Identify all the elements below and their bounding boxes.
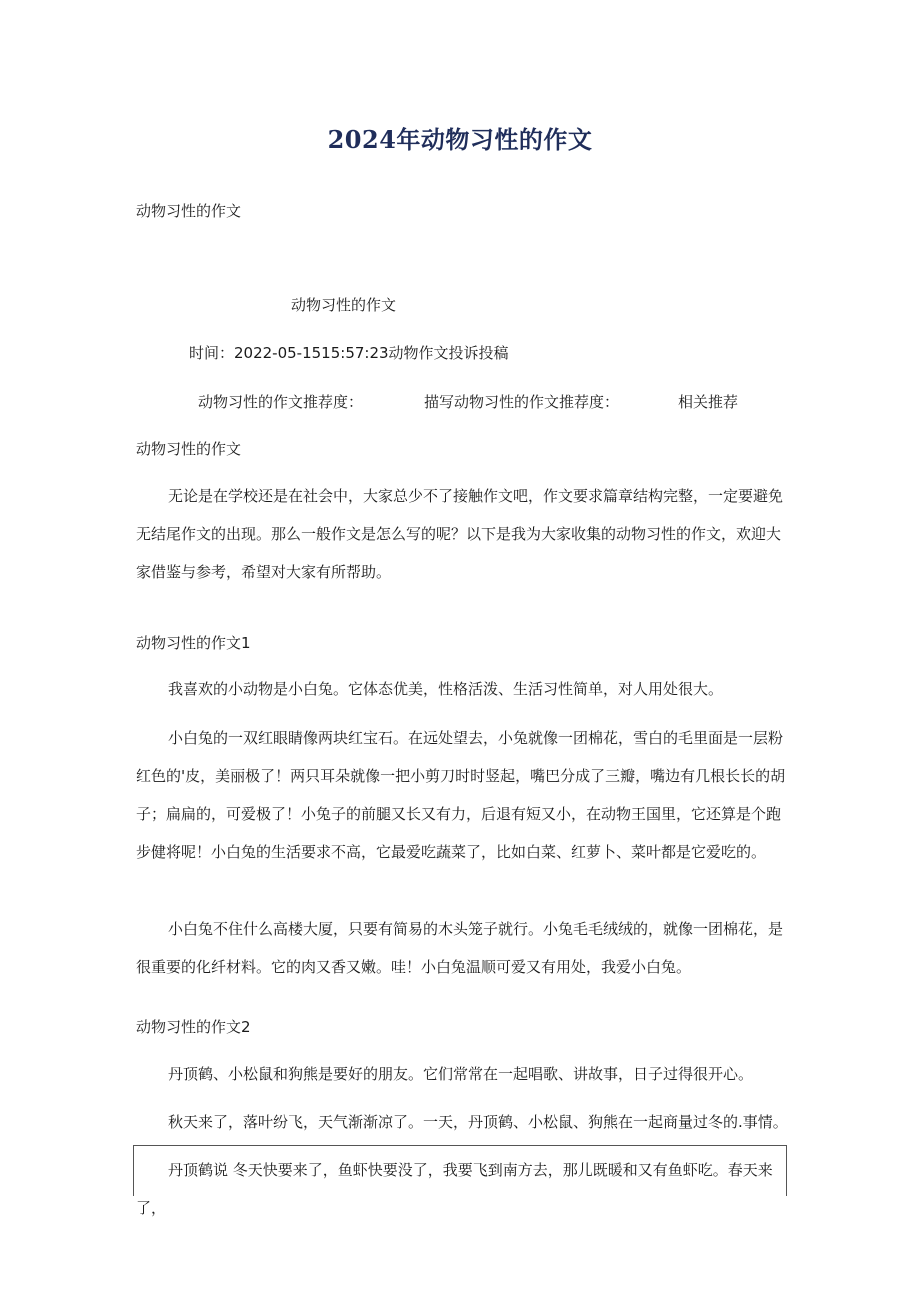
recommend-2: 描写动物习性的作文推荐度： (424, 393, 620, 411)
section-heading: 动物习性的作文 (136, 440, 242, 458)
meta-line: 时间：2022-05-1515:57:23动物作文投诉投稿 (189, 344, 509, 362)
essay-1-heading: 动物习性的作文1 (136, 634, 251, 652)
document-title: 2024年动物习性的作文 (327, 125, 593, 154)
essay-2-heading: 动物习性的作文2 (136, 1018, 251, 1036)
essay-2-paragraph-2: 秋天来了，落叶纷飞，天气渐渐凉了。一天，丹顶鹤、小松鼠、狗熊在一起商量过冬的.事情。 (168, 1113, 788, 1131)
essay-1-paragraph-1: 我喜欢的小动物是小白兔。它体态优美，性格活泼、生活习性简单，对人用处很大。 (168, 680, 724, 698)
essay-1-paragraph-3: 小白兔不住什么高楼大厦，只要有简易的木头笼子就行。小兔毛毛绒绒的，就像一团棉花，是很重要的化纤材料。它的肉又香又嫩。哇！小白兔温顺可爱又有用处，我爱小白兔。 (136, 920, 784, 976)
related-link[interactable]: 相关推荐 (678, 393, 739, 411)
subtitle: 动物习性的作文 (136, 202, 242, 220)
inner-title: 动物习性的作文 (291, 296, 397, 314)
intro-paragraph: 无论是在学校还是在社会中，大家总少不了接触作文吧，作文要求篇章结构完整，一定要避免无结尾作文的出现。那么一般作文是怎么写的呢？以下是我为大家收集的动物习性的作文，欢迎大家借鉴与参考，希望对大家有所帮助。 (136, 487, 784, 581)
essay-1-paragraph-2: 小白兔的一双红眼睛像两块红宝石。在远处望去，小兔就像一团棉花，雪白的毛里面是一层粉红色的'皮，美丽极了！两只耳朵就像一把小剪刀时时竖起，嘴巴分成了三瓣，嘴边有几根长长的胡子；扁扁的，可爱极了！小兔子的前腿又长又有力，后退有短又小，在动物王国里，它还算是个跑步健将呢！小白兔的生活要求不高，它最爱吃蔬菜了，比如白菜、红萝卜、菜叶都是它爱吃的。 (136, 729, 786, 861)
essay-2-paragraph-1: 丹顶鹤、小松鼠和狗熊是要好的朋友。它们常常在一起唱歌、讲故事，日子过得很开心。 (168, 1065, 754, 1083)
essay-2-paragraph-3: 丹顶鹤说 冬天快要来了，鱼虾快要没了，我要飞到南方去，那儿既暖和又有鱼虾吃。春天来了， (136, 1161, 773, 1217)
recommend-1: 动物习性的作文推荐度： (198, 393, 364, 411)
